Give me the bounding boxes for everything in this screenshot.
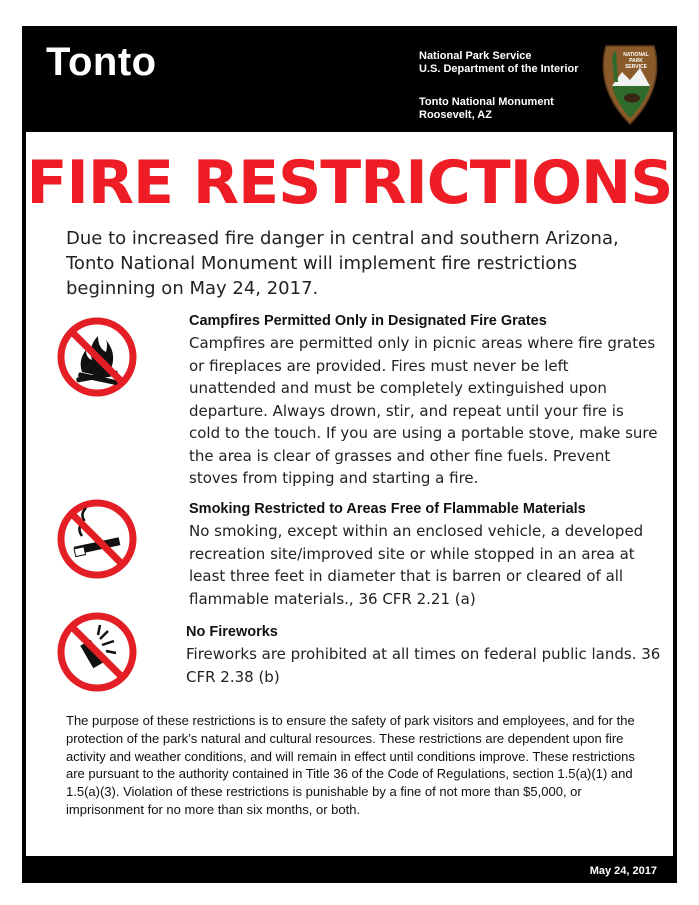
header-title: Tonto bbox=[46, 40, 157, 84]
site-location: Roosevelt, AZ bbox=[419, 109, 492, 121]
department-name: U.S. Department of the Interior bbox=[419, 63, 579, 75]
no-campfire-icon bbox=[56, 316, 138, 398]
nps-arrowhead-logo bbox=[600, 42, 660, 126]
agency-name: National Park Service bbox=[419, 50, 532, 62]
publish-date: May 24, 2017 bbox=[589, 865, 657, 877]
footer-paragraph: The purpose of these restrictions is to ensure the safety of park visitors and employees, and for the protection of the park’s natural and cultural resources. These restrictions are dependent upon fire activity and weather conditions, and will remain in effect until conditions improve. These restrictions are pursuant to the authority contained in Title 36 of the Code of Regulations, section 1.5(a)(1) and 1.5(a)(3). Violation of these restrictions is punishable by a fine of not more than $5,000, or imprisonment for no more than six months, or both. bbox=[66, 713, 635, 817]
intro-paragraph: Due to increased fire danger in central and southern Arizona, Tonto National Monument will implement fire restrictions beginning on May 24, 2017. bbox=[66, 228, 619, 299]
page-title: FIRE RESTRICTIONS bbox=[26, 148, 673, 218]
section-heading: Campfires Permitted Only in Designated Fire Grates bbox=[189, 313, 547, 329]
svg-text:SERVICE: SERVICE bbox=[625, 64, 647, 70]
section-body: No smoking, except within an enclosed vehicle, a developed recreation site/improved site or while stopped in an area at least three feet in diameter that is barren or cleared of all flammable materials., 36 CFR 2.21 (a) bbox=[189, 522, 644, 608]
section-body: Fireworks are prohibited at all times on federal public lands. 36 CFR 2.38 (b) bbox=[186, 645, 661, 686]
site-name: Tonto National Monument bbox=[419, 96, 554, 108]
no-fireworks-icon bbox=[56, 611, 138, 693]
svg-text:NATIONAL: NATIONAL bbox=[623, 52, 649, 58]
section-heading: Smoking Restricted to Areas Free of Flammable Materials bbox=[189, 501, 586, 517]
section-heading: No Fireworks bbox=[186, 624, 278, 640]
section-body: Campfires are permitted only in picnic areas where fire grates or fireplaces are provided. Fires must never be left unattended and must be completely extinguished upon departure. Always drown, stir, and repeat until your fire is cold to the touch. If you are using a portable stove, make sure the area is clear of grasses and other fine fuels. Prevent stoves from tipping and starting a fire. bbox=[189, 334, 658, 487]
no-smoking-icon bbox=[56, 498, 138, 580]
svg-text:PARK: PARK bbox=[629, 58, 643, 64]
